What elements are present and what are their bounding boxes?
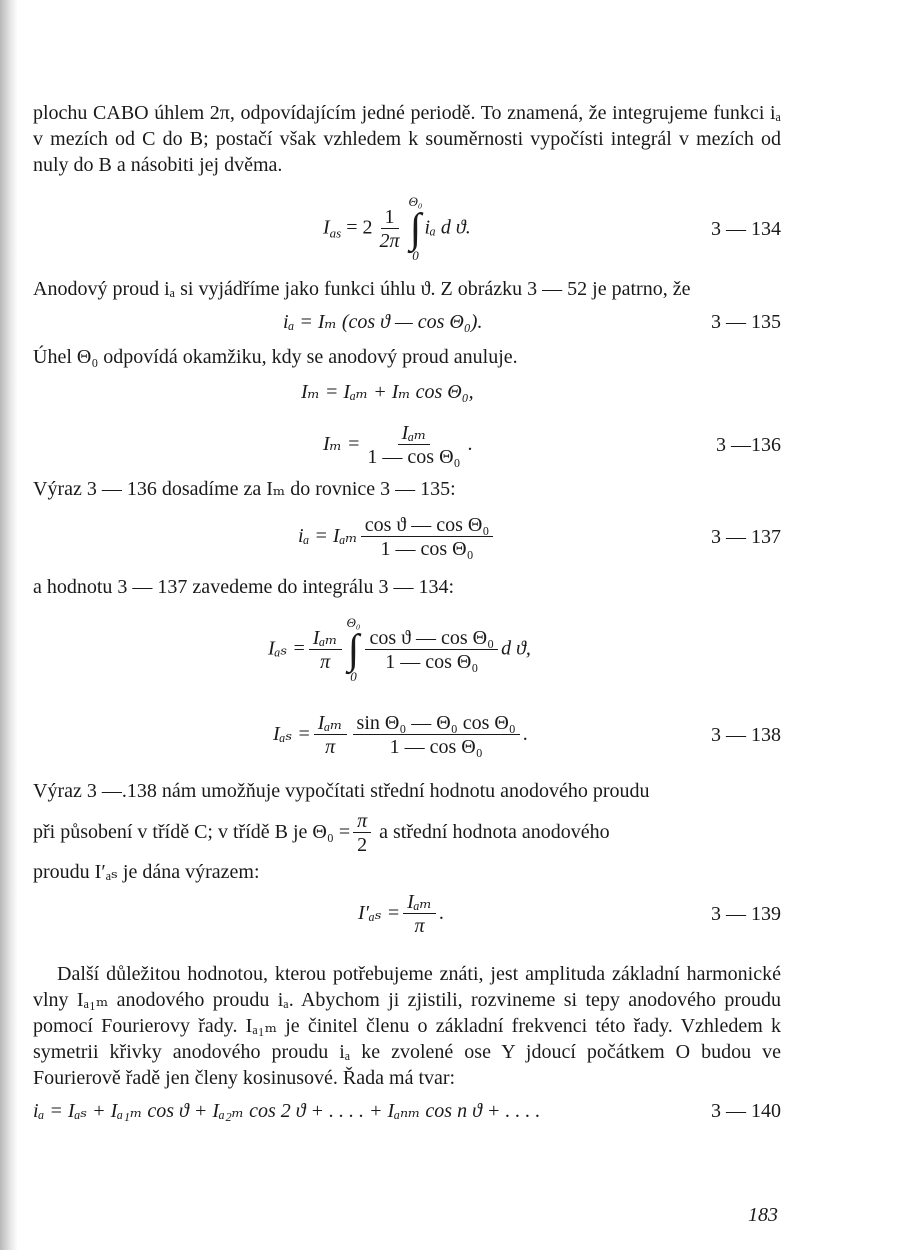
fraction-iam-over-pi: $\frac{\text{Iₐₘ}}{\pi}$ (309, 627, 342, 674)
fraction-cos-difference: $\frac{\text{cos ϑ — cos Θ₀}}{\text{1 — cos Θ₀}}$ (365, 627, 498, 674)
equation-3-138a (33, 600, 781, 700)
equation-3-136 (33, 414, 781, 476)
fraction-cos-difference: $\frac{\text{cos ϑ — cos Θ₀}}{\text{1 — cos Θ₀}}$ (361, 514, 494, 561)
equation-3-134-expr: $I_{as} = 2$ $\frac{1}{2\pi}$ Θ₀ ∫ 0 iₐ d ϑ. (323, 194, 471, 263)
equation-number-3-134: 3 — 134 (711, 218, 781, 240)
fraction-pi-over-2: $\frac{\pi}{2}$ (353, 810, 371, 857)
page-number: 183 (748, 1204, 778, 1226)
paragraph-period: plochu CABO úhlem 2π, odpovídajícím jedné periodě. To znamená, že integrujeme funkci iₐ v mezích od C do B; postačí však vzhledem k souměrnosti vypočísti integrál v mezích od nuly do B a násobiti jej dvěma. (33, 102, 781, 176)
equation-3-136-expr: Iₘ = $\frac{\text{Iₐₘ}}{\text{1 — cos Θ₀}}$ . (323, 421, 473, 468)
fraction-sin-expression: $\frac{\text{sin Θ₀ — Θ₀ cos Θ₀}}{\text{1 — cos Θ₀}}$ (353, 712, 520, 759)
equation-3-137-expr: iₐ = Iₐₘ $\frac{\text{cos ϑ — cos Θ₀}}{\text{1 — cos Θ₀}}$ (298, 514, 496, 561)
equation-3-140: iₐ = Iₐₛ + Iₐ₁ₘ cos ϑ + Iₐ₂ₘ cos 2 ϑ + . . . . + Iₐₙₘ cos n ϑ + . . . . 3 — 140 (33, 1100, 781, 1122)
paragraph-mean-value-1: Výraz 3 —.138 nám umožňuje vypočítati střední hodnotu anodového proudu (33, 780, 650, 802)
scan-edge-shadow (0, 0, 18, 1250)
equation-number-3-140: 3 — 140 (711, 1100, 781, 1122)
equation-number-3-135: 3 — 135 (711, 311, 781, 333)
paragraph-mean-value-2: při působení v třídě C; v třídě B je Θ₀ = $\frac{\pi}{2}$ a střední hodnota anodového (33, 810, 610, 856)
equation-3-136a: Iₘ = Iₐₘ + Iₘ cos Θ₀, (301, 381, 474, 403)
paragraph-anode-current: Anodový proud iₐ si vyjádříme jako funkci úhlu ϑ. Z obrázku 3 — 52 je patrno, že (33, 278, 691, 300)
integral-sign: Θ₀ ∫ 0 (346, 615, 361, 684)
equation-3-134 (33, 184, 781, 274)
fraction-iam-over-pi: $\frac{\text{Iₐₘ}}{\pi}$ (403, 891, 436, 938)
equation-number-3-138: 3 — 138 (711, 724, 781, 746)
integral-sign: Θ₀ ∫ 0 (408, 194, 423, 263)
paragraph-angle: Úhel Θ₀ odpovídá okamžiku, kdy se anodový proud anuluje. (33, 346, 518, 368)
fraction-1-over-2pi: $\frac{1}{2\pi}$ (379, 205, 400, 252)
fraction-iam-over-pi: $\frac{\text{Iₐₘ}}{\pi}$ (314, 712, 347, 759)
paragraph-fourier: Další důležitou hodnotou, kterou potřebujeme znáti, jest amplituda základní harmonické vlny Iₐ₁ₘ anodového proudu iₐ. Abychom ji zjistili, rozvineme si tepy anodového proudu pomocí Fourierovy řady. Iₐ₁ₘ je činitel členu o základní frekvenci této řady. Vzhledem k symetrii křivky anodového proudu iₐ ke zvolené ose Y jdoucí počátkem O budou ve Fourierově řadě jen členy kosinusové. Řada má tvar: (33, 963, 781, 1089)
paragraph-substitute: Výraz 3 — 136 dosadíme za Iₘ do rovnice 3 — 135: (33, 478, 456, 500)
equation-3-138 (33, 700, 781, 770)
page-body (33, 100, 781, 1131)
equation-number-3-139: 3 — 139 (711, 903, 781, 925)
paragraph-into-integral: a hodnotu 3 — 137 zavedeme do integrálu 3 — 134: (33, 576, 455, 598)
equation-3-137 (33, 502, 781, 572)
equation-3-138-expr: Iₐₛ = $\frac{\text{Iₐₘ}}{\pi}$ $\frac{\text{sin Θ₀ — Θ₀ cos Θ₀}}{\text{1 — cos Θ₀}}$ . (273, 711, 528, 758)
equation-3-138a-expr: Iₐₛ = $\frac{\text{Iₐₘ}}{\pi}$ Θ₀ ∫ 0 $\frac{\text{cos ϑ — cos Θ₀}}{\text{1 — cos Θ₀}}$ d ϑ, (268, 615, 531, 684)
equation-number-3-137: 3 — 137 (711, 526, 781, 548)
equation-3-135: iₐ = Iₘ (cos ϑ — cos Θ₀). 3 — 135 (283, 311, 781, 333)
equation-3-139-expr: I′ₐₛ = $\frac{\text{Iₐₘ}}{\pi}$ . (358, 890, 444, 937)
fraction-iam-over-1-cos: $\frac{\text{Iₐₘ}}{\text{1 — cos Θ₀}}$ (367, 421, 461, 468)
paragraph-mean-value-3: proudu I′ₐₛ je dána výrazem: (33, 861, 260, 883)
equation-number-3-136: 3 —136 (716, 434, 781, 456)
equation-3-139 (33, 885, 781, 943)
